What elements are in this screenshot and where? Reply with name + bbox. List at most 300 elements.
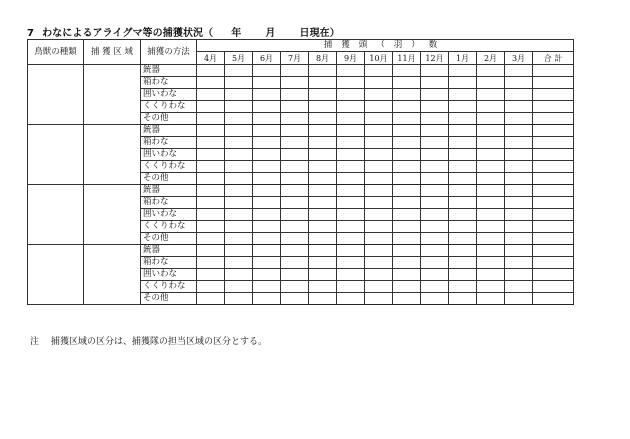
count-cell[interactable]: [505, 209, 533, 221]
method-cell: その他: [141, 113, 197, 125]
count-cell[interactable]: [421, 113, 449, 125]
total-cell[interactable]: [533, 257, 574, 269]
count-cell[interactable]: [309, 149, 337, 161]
total-cell[interactable]: [533, 245, 574, 257]
count-cell[interactable]: [253, 197, 281, 209]
total-cell[interactable]: [533, 173, 574, 185]
count-cell[interactable]: [281, 281, 309, 293]
count-cell[interactable]: [225, 209, 253, 221]
count-cell[interactable]: [281, 125, 309, 137]
count-cell[interactable]: [337, 185, 365, 197]
count-cell[interactable]: [393, 221, 421, 233]
count-cell[interactable]: [309, 233, 337, 245]
total-cell[interactable]: [533, 161, 574, 173]
count-cell[interactable]: [281, 293, 309, 305]
count-cell[interactable]: [337, 125, 365, 137]
count-cell[interactable]: [505, 77, 533, 89]
total-cell[interactable]: [533, 209, 574, 221]
count-cell[interactable]: [393, 89, 421, 101]
count-cell[interactable]: [393, 209, 421, 221]
count-cell[interactable]: [281, 65, 309, 77]
count-cell[interactable]: [449, 269, 477, 281]
count-cell[interactable]: [309, 281, 337, 293]
footnote-text: 捕獲区域の区分は、捕獲隊の担当区域の区分とする。: [51, 337, 268, 347]
section-title: [27, 24, 340, 39]
count-cell[interactable]: [197, 161, 225, 173]
footnote: [30, 334, 267, 347]
method-cell: 囲いわな: [141, 209, 197, 221]
count-cell[interactable]: [477, 293, 505, 305]
count-cell[interactable]: [309, 65, 337, 77]
method-cell: その他: [141, 173, 197, 185]
count-cell[interactable]: [477, 221, 505, 233]
count-cell[interactable]: [309, 161, 337, 173]
count-cell[interactable]: [421, 257, 449, 269]
count-cell[interactable]: [365, 233, 393, 245]
count-cell[interactable]: [253, 65, 281, 77]
count-cell[interactable]: [365, 149, 393, 161]
count-cell[interactable]: [365, 185, 393, 197]
count-cell[interactable]: [253, 293, 281, 305]
count-cell[interactable]: [505, 221, 533, 233]
count-cell[interactable]: [225, 245, 253, 257]
count-cell[interactable]: [477, 233, 505, 245]
count-cell[interactable]: [421, 245, 449, 257]
count-cell[interactable]: [477, 257, 505, 269]
count-cell[interactable]: [393, 77, 421, 89]
header-month: 10月: [365, 52, 393, 65]
header-month: 5月: [225, 52, 253, 65]
header-total: 合 計: [533, 52, 574, 65]
total-cell[interactable]: [533, 197, 574, 209]
count-cell[interactable]: [421, 197, 449, 209]
count-cell[interactable]: [337, 209, 365, 221]
count-cell[interactable]: [393, 257, 421, 269]
count-cell[interactable]: [449, 197, 477, 209]
count-cell[interactable]: [505, 89, 533, 101]
count-cell[interactable]: [421, 293, 449, 305]
species-cell[interactable]: [28, 125, 84, 185]
count-cell[interactable]: [393, 113, 421, 125]
section-number: 7: [27, 28, 35, 39]
count-cell[interactable]: [309, 293, 337, 305]
count-cell[interactable]: [309, 89, 337, 101]
count-cell[interactable]: [253, 113, 281, 125]
count-cell[interactable]: [393, 65, 421, 77]
count-cell[interactable]: [505, 281, 533, 293]
count-cell[interactable]: [225, 149, 253, 161]
count-cell[interactable]: [449, 113, 477, 125]
count-cell[interactable]: [253, 209, 281, 221]
count-cell[interactable]: [197, 173, 225, 185]
count-cell[interactable]: [365, 125, 393, 137]
total-cell[interactable]: [533, 137, 574, 149]
day-label: 日現在）: [299, 28, 340, 39]
count-cell[interactable]: [309, 245, 337, 257]
count-cell[interactable]: [281, 161, 309, 173]
count-cell[interactable]: [225, 281, 253, 293]
count-cell[interactable]: [477, 101, 505, 113]
count-cell[interactable]: [477, 113, 505, 125]
year-label: 年: [231, 28, 242, 39]
count-cell[interactable]: [393, 293, 421, 305]
count-cell[interactable]: [309, 101, 337, 113]
count-cell[interactable]: [197, 89, 225, 101]
count-cell[interactable]: [253, 281, 281, 293]
total-cell[interactable]: [533, 101, 574, 113]
count-cell[interactable]: [393, 269, 421, 281]
count-cell[interactable]: [253, 125, 281, 137]
count-cell[interactable]: [309, 197, 337, 209]
count-cell[interactable]: [197, 269, 225, 281]
method-cell: くくりわな: [141, 281, 197, 293]
count-cell[interactable]: [253, 149, 281, 161]
count-cell[interactable]: [337, 89, 365, 101]
count-cell[interactable]: [505, 137, 533, 149]
method-cell: 銃器: [141, 65, 197, 77]
count-cell[interactable]: [281, 209, 309, 221]
count-cell[interactable]: [449, 185, 477, 197]
count-cell[interactable]: [421, 209, 449, 221]
count-cell[interactable]: [253, 101, 281, 113]
table-row: [28, 245, 574, 257]
header-month: 11月: [393, 52, 421, 65]
count-cell[interactable]: [477, 125, 505, 137]
count-cell[interactable]: [477, 65, 505, 77]
count-cell[interactable]: [225, 221, 253, 233]
count-cell[interactable]: [365, 77, 393, 89]
count-cell[interactable]: [281, 185, 309, 197]
count-cell[interactable]: [365, 137, 393, 149]
count-cell[interactable]: [365, 101, 393, 113]
count-cell[interactable]: [421, 137, 449, 149]
count-cell[interactable]: [449, 257, 477, 269]
count-cell[interactable]: [393, 101, 421, 113]
count-cell[interactable]: [309, 173, 337, 185]
count-cell[interactable]: [309, 137, 337, 149]
count-cell[interactable]: [309, 77, 337, 89]
count-cell[interactable]: [253, 269, 281, 281]
species-cell[interactable]: [28, 245, 84, 305]
header-month: 2月: [477, 52, 505, 65]
count-cell[interactable]: [337, 137, 365, 149]
month-label: 月: [265, 28, 276, 39]
count-cell[interactable]: [337, 221, 365, 233]
count-cell[interactable]: [197, 125, 225, 137]
count-cell[interactable]: [281, 137, 309, 149]
count-cell[interactable]: [449, 221, 477, 233]
count-cell[interactable]: [393, 281, 421, 293]
count-cell[interactable]: [225, 65, 253, 77]
count-cell[interactable]: [421, 89, 449, 101]
count-cell[interactable]: [421, 233, 449, 245]
area-cell[interactable]: [84, 65, 141, 125]
count-cell[interactable]: [225, 125, 253, 137]
count-cell[interactable]: [281, 89, 309, 101]
header-species: 鳥獣の種類: [28, 40, 84, 65]
count-cell[interactable]: [477, 149, 505, 161]
count-cell[interactable]: [393, 197, 421, 209]
count-cell[interactable]: [393, 161, 421, 173]
count-cell[interactable]: [477, 281, 505, 293]
count-cell[interactable]: [253, 173, 281, 185]
count-cell[interactable]: [449, 77, 477, 89]
count-cell[interactable]: [477, 137, 505, 149]
count-cell[interactable]: [253, 233, 281, 245]
count-cell[interactable]: [477, 161, 505, 173]
count-cell[interactable]: [197, 101, 225, 113]
count-cell[interactable]: [281, 245, 309, 257]
count-cell[interactable]: [505, 269, 533, 281]
count-cell[interactable]: [365, 245, 393, 257]
count-cell[interactable]: [225, 101, 253, 113]
count-cell[interactable]: [365, 257, 393, 269]
count-cell[interactable]: [309, 113, 337, 125]
count-cell[interactable]: [281, 149, 309, 161]
header-month: 9月: [337, 52, 365, 65]
count-cell[interactable]: [365, 65, 393, 77]
count-cell[interactable]: [421, 173, 449, 185]
total-cell[interactable]: [533, 89, 574, 101]
count-cell[interactable]: [225, 293, 253, 305]
count-cell[interactable]: [281, 233, 309, 245]
count-cell[interactable]: [225, 161, 253, 173]
count-cell[interactable]: [421, 185, 449, 197]
count-cell[interactable]: [505, 161, 533, 173]
count-cell[interactable]: [505, 173, 533, 185]
total-cell[interactable]: [533, 233, 574, 245]
method-cell: 銃器: [141, 125, 197, 137]
header-method: 捕獲の方法: [141, 40, 197, 65]
count-cell[interactable]: [505, 65, 533, 77]
method-cell: 囲いわな: [141, 89, 197, 101]
count-cell[interactable]: [449, 137, 477, 149]
method-cell: 箱わな: [141, 137, 197, 149]
total-cell[interactable]: [533, 125, 574, 137]
count-cell[interactable]: [449, 281, 477, 293]
count-cell[interactable]: [225, 197, 253, 209]
count-cell[interactable]: [197, 113, 225, 125]
count-cell[interactable]: [505, 245, 533, 257]
count-cell[interactable]: [449, 173, 477, 185]
count-cell[interactable]: [197, 221, 225, 233]
count-cell[interactable]: [281, 77, 309, 89]
count-cell[interactable]: [253, 221, 281, 233]
count-cell[interactable]: [421, 77, 449, 89]
count-cell[interactable]: [477, 209, 505, 221]
count-cell[interactable]: [225, 269, 253, 281]
count-cell[interactable]: [505, 233, 533, 245]
count-cell[interactable]: [337, 197, 365, 209]
method-cell: 銃器: [141, 245, 197, 257]
total-cell[interactable]: [533, 281, 574, 293]
total-cell[interactable]: [533, 65, 574, 77]
count-cell[interactable]: [337, 77, 365, 89]
count-cell[interactable]: [281, 197, 309, 209]
count-cell[interactable]: [505, 197, 533, 209]
count-cell[interactable]: [281, 173, 309, 185]
count-cell[interactable]: [449, 293, 477, 305]
count-cell[interactable]: [365, 161, 393, 173]
species-cell[interactable]: [28, 65, 84, 125]
count-cell[interactable]: [337, 113, 365, 125]
count-cell[interactable]: [477, 77, 505, 89]
count-cell[interactable]: [449, 233, 477, 245]
count-cell[interactable]: [421, 101, 449, 113]
count-cell[interactable]: [477, 197, 505, 209]
count-cell[interactable]: [197, 233, 225, 245]
count-cell[interactable]: [449, 89, 477, 101]
method-cell: 箱わな: [141, 257, 197, 269]
count-cell[interactable]: [225, 137, 253, 149]
count-cell[interactable]: [365, 221, 393, 233]
count-cell[interactable]: [337, 173, 365, 185]
count-cell[interactable]: [281, 221, 309, 233]
count-cell[interactable]: [225, 233, 253, 245]
count-cell[interactable]: [225, 257, 253, 269]
count-cell[interactable]: [365, 293, 393, 305]
count-cell[interactable]: [253, 245, 281, 257]
count-cell[interactable]: [337, 65, 365, 77]
method-cell: くくりわな: [141, 101, 197, 113]
count-cell[interactable]: [337, 293, 365, 305]
count-cell[interactable]: [365, 113, 393, 125]
count-cell[interactable]: [449, 65, 477, 77]
total-cell[interactable]: [533, 185, 574, 197]
total-cell[interactable]: [533, 269, 574, 281]
count-cell[interactable]: [197, 185, 225, 197]
count-cell[interactable]: [197, 65, 225, 77]
count-cell[interactable]: [505, 293, 533, 305]
count-cell[interactable]: [197, 137, 225, 149]
count-cell[interactable]: [393, 185, 421, 197]
count-cell[interactable]: [309, 125, 337, 137]
method-cell: 囲いわな: [141, 149, 197, 161]
count-cell[interactable]: [477, 89, 505, 101]
count-cell[interactable]: [421, 65, 449, 77]
count-cell[interactable]: [393, 233, 421, 245]
total-cell[interactable]: [533, 77, 574, 89]
count-cell[interactable]: [393, 245, 421, 257]
count-cell[interactable]: [421, 125, 449, 137]
count-cell[interactable]: [309, 209, 337, 221]
count-cell[interactable]: [421, 269, 449, 281]
count-cell[interactable]: [253, 77, 281, 89]
count-cell[interactable]: [281, 101, 309, 113]
count-cell[interactable]: [393, 173, 421, 185]
method-cell: 箱わな: [141, 197, 197, 209]
header-count: 捕獲頭（羽）数: [197, 40, 574, 52]
count-cell[interactable]: [225, 113, 253, 125]
count-cell[interactable]: [281, 257, 309, 269]
count-cell[interactable]: [253, 161, 281, 173]
count-cell[interactable]: [449, 209, 477, 221]
area-cell[interactable]: [84, 245, 141, 305]
count-cell[interactable]: [337, 233, 365, 245]
count-cell[interactable]: [477, 245, 505, 257]
count-cell[interactable]: [421, 161, 449, 173]
count-cell[interactable]: [225, 89, 253, 101]
count-cell[interactable]: [393, 149, 421, 161]
count-cell[interactable]: [449, 101, 477, 113]
count-cell[interactable]: [337, 257, 365, 269]
count-cell[interactable]: [477, 269, 505, 281]
count-cell[interactable]: [365, 209, 393, 221]
count-cell[interactable]: [281, 269, 309, 281]
count-cell[interactable]: [337, 101, 365, 113]
count-cell[interactable]: [365, 269, 393, 281]
species-cell[interactable]: [28, 185, 84, 245]
count-cell[interactable]: [449, 125, 477, 137]
count-cell[interactable]: [309, 185, 337, 197]
count-cell[interactable]: [477, 173, 505, 185]
count-cell[interactable]: [309, 221, 337, 233]
count-cell[interactable]: [197, 197, 225, 209]
total-cell[interactable]: [533, 293, 574, 305]
count-cell[interactable]: [337, 245, 365, 257]
count-cell[interactable]: [225, 173, 253, 185]
count-cell[interactable]: [309, 269, 337, 281]
table-row: [28, 185, 574, 197]
count-cell[interactable]: [197, 149, 225, 161]
count-cell[interactable]: [197, 209, 225, 221]
total-cell[interactable]: [533, 149, 574, 161]
count-cell[interactable]: [309, 257, 337, 269]
count-cell[interactable]: [337, 281, 365, 293]
count-cell[interactable]: [225, 77, 253, 89]
count-cell[interactable]: [253, 89, 281, 101]
count-cell[interactable]: [253, 137, 281, 149]
count-cell[interactable]: [421, 281, 449, 293]
count-cell[interactable]: [337, 161, 365, 173]
total-cell[interactable]: [533, 113, 574, 125]
count-cell[interactable]: [505, 257, 533, 269]
count-cell[interactable]: [505, 113, 533, 125]
count-cell[interactable]: [197, 281, 225, 293]
count-cell[interactable]: [365, 281, 393, 293]
count-cell[interactable]: [253, 257, 281, 269]
count-cell[interactable]: [505, 185, 533, 197]
count-cell[interactable]: [225, 185, 253, 197]
count-cell[interactable]: [365, 197, 393, 209]
area-cell[interactable]: [84, 185, 141, 245]
count-cell[interactable]: [421, 221, 449, 233]
count-cell[interactable]: [337, 269, 365, 281]
count-cell[interactable]: [449, 149, 477, 161]
count-cell[interactable]: [505, 149, 533, 161]
area-cell[interactable]: [84, 125, 141, 185]
count-cell[interactable]: [253, 185, 281, 197]
count-cell[interactable]: [449, 161, 477, 173]
count-cell[interactable]: [365, 89, 393, 101]
total-cell[interactable]: [533, 221, 574, 233]
count-cell[interactable]: [505, 125, 533, 137]
method-cell: その他: [141, 233, 197, 245]
count-cell[interactable]: [197, 245, 225, 257]
count-cell[interactable]: [393, 125, 421, 137]
count-cell[interactable]: [365, 173, 393, 185]
count-cell[interactable]: [505, 101, 533, 113]
count-cell[interactable]: [281, 113, 309, 125]
count-cell[interactable]: [197, 257, 225, 269]
count-cell[interactable]: [337, 149, 365, 161]
count-cell[interactable]: [421, 149, 449, 161]
count-cell[interactable]: [477, 185, 505, 197]
count-cell[interactable]: [197, 77, 225, 89]
count-cell[interactable]: [449, 245, 477, 257]
count-cell[interactable]: [197, 293, 225, 305]
count-cell[interactable]: [393, 137, 421, 149]
